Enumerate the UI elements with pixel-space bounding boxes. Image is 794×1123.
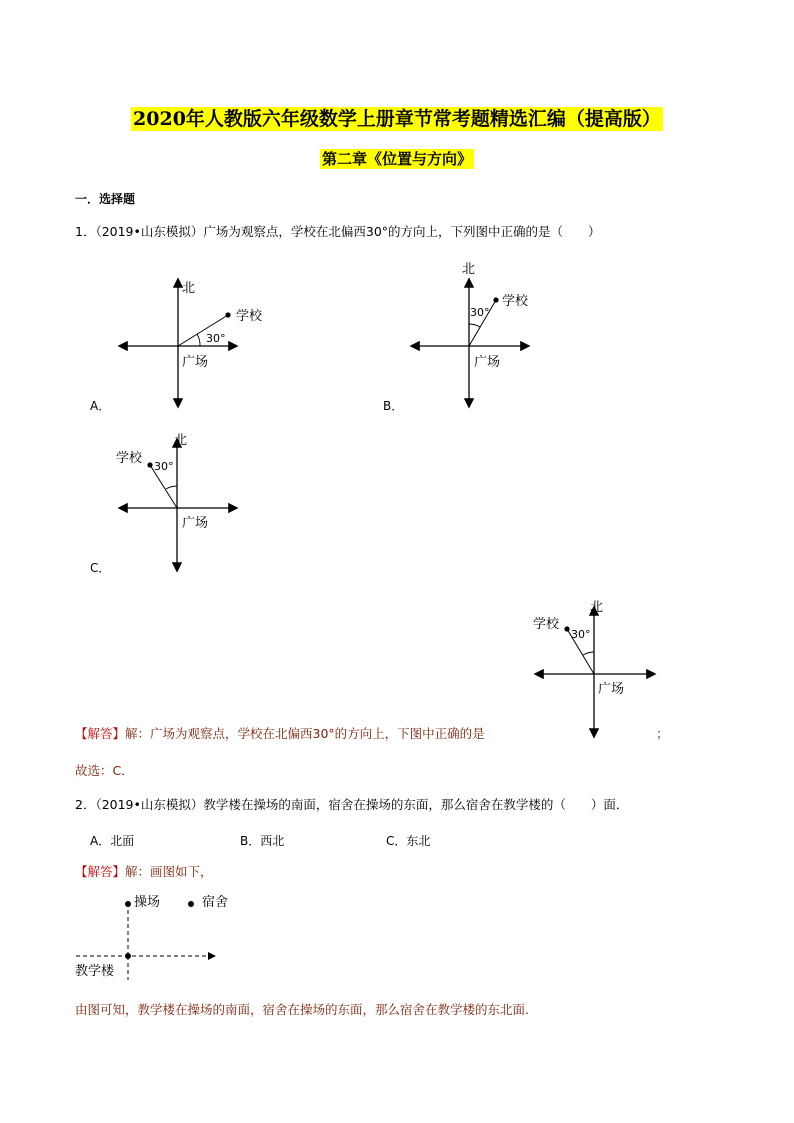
playground-dot [125, 901, 131, 907]
school-label: 学校 [116, 451, 143, 466]
document-title-text: 2020年人教版六年级数学上册章节常考题精选汇编（提高版） [133, 108, 661, 130]
north-label: 北 [182, 281, 196, 296]
option-b: B．西北 [240, 834, 285, 848]
north-label: 北 [462, 262, 476, 277]
school-dot [493, 297, 498, 302]
option-a: A．北面 [90, 834, 135, 848]
square-label: 广场 [474, 355, 501, 370]
square-label: 广场 [598, 682, 625, 697]
answer-diagram [530, 596, 666, 742]
angle-label: 30° [470, 306, 490, 319]
school-label: 学校 [236, 309, 263, 324]
playground-label: 操场 [134, 895, 161, 910]
answer-tag: 【解答】 [75, 726, 126, 741]
question-2-stem: 2．（2019•山东模拟）教学楼在操场的南面，宿舍在操场的东面，那么宿舍在教学楼的（ ）面． [75, 797, 629, 812]
question-2-conclusion: 由图可知，教学楼在操场的南面，宿舍在操场的东面，那么宿舍在教学楼的东北面． [75, 1002, 538, 1017]
option-b-label: B． [383, 399, 404, 413]
question-1-stem: 1．（2019•山东模拟）广场为观察点，学校在北偏西30°的方向上，下列图中正确的是（ ） [75, 224, 601, 239]
school-dot [225, 312, 230, 317]
question-1-choice: 故选：C． [75, 763, 134, 778]
north-label: 北 [590, 600, 604, 615]
diagram-a [112, 272, 272, 412]
angle-arc [197, 334, 200, 346]
square-label: 广场 [182, 516, 209, 531]
diagram-b [404, 258, 544, 413]
school-label: 学校 [533, 617, 560, 632]
north-label: 北 [174, 433, 188, 448]
teaching-building-label: 教学楼 [75, 964, 115, 979]
angle-label: 30° [154, 460, 174, 473]
chapter-title [0, 148, 794, 169]
angle-label: 30° [206, 332, 226, 345]
chapter-title-text: 第二章《位置与方向》 [321, 150, 472, 168]
dorm-label: 宿舍 [202, 895, 229, 910]
angle-arc [469, 324, 480, 327]
teaching-building-dot [125, 953, 131, 959]
angle-label: 30° [571, 628, 591, 641]
angle-arc [583, 652, 594, 655]
answer-tag: 【解答】 [75, 864, 126, 879]
question-2-answer [75, 862, 213, 880]
option-c-label: C． [90, 561, 111, 575]
document-title [0, 104, 794, 131]
question-1-answer [75, 724, 485, 742]
school-dot [147, 462, 152, 467]
square-label: 广场 [182, 355, 209, 370]
q2-diagram [72, 886, 232, 982]
dorm-dot [188, 901, 194, 907]
answer-end-mark: ； [656, 726, 669, 741]
section-heading: 一．选择题 [75, 192, 136, 206]
option-c: C．东北 [386, 834, 431, 848]
school-label: 学校 [502, 294, 529, 309]
answer-text: 解：广场为观察点，学校在北偏西30°的方向上，下图中正确的是 [125, 726, 485, 741]
answer-text: 解：画图如下， [125, 864, 213, 879]
school-dot [564, 626, 569, 631]
diagram-c [112, 428, 252, 576]
angle-arc [166, 486, 177, 489]
option-a-label: A． [90, 399, 111, 413]
